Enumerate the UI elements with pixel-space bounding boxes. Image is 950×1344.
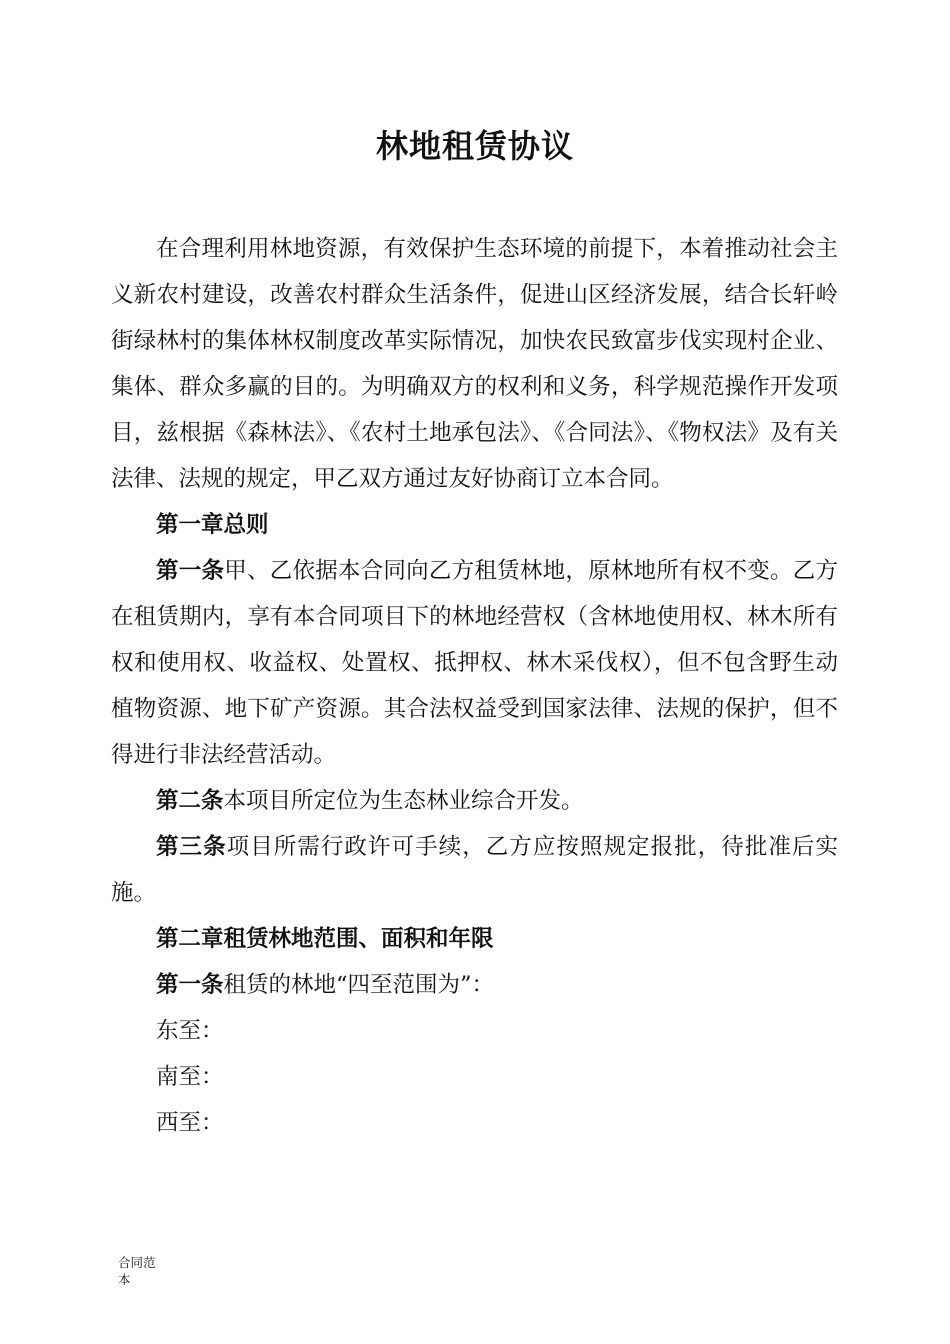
article-text: 甲、乙依据本合同向乙方租赁林地，原林地所有权不变。乙方在租赁期内，享有本合同项目下的林地经营权（含林地使用权、林木所有权和使用权、收益权、处置权、抵押权、林木采伐权），但不包含野生动植物资源、地下矿产资源。其合法权益受到国家法律、法规的保护，但不得进行非法经营活动。	[111, 558, 838, 768]
chapter-1-article-1	[111, 548, 838, 778]
preamble-paragraph: 在合理利用林地资源，有效保护生态环境的前提下，本着推动社会主义新农村建设，改善农村群众生活条件，促进山区经济发展，结合长轩岭街绿林村的集体林权制度改革实际情况，加快农民致富步伐实现村企业、集体、群众多赢的目的。为明确双方的权利和义务，科学规范操作开发项目，兹根据《森林法》、《农村土地承包法》、《合同法》、《物权法》及有关法律、法规的规定，甲乙双方通过友好协商订立本合同。	[111, 236, 838, 492]
chapter-1-article-2	[111, 778, 838, 824]
boundary-south: 南至：	[156, 1064, 224, 1090]
boundary-west: 西至：	[156, 1110, 224, 1136]
article-label: 第一条	[156, 558, 225, 584]
document-body	[111, 226, 838, 1146]
article-text: 本项目所定位为生态林业综合开发。	[223, 788, 584, 814]
chapter-2-heading: 第二章租赁林地范围、面积和年限	[156, 926, 494, 952]
article-text: 租赁的林地“四至范围为”：	[223, 972, 495, 998]
footer-note-line-2: 本	[118, 1272, 131, 1287]
chapter-1-heading: 第一章总则	[156, 512, 269, 538]
footer-note-line-1: 合同范	[118, 1255, 156, 1270]
document-title: 林地租赁协议	[375, 127, 574, 165]
chapter-1-article-3	[111, 824, 838, 916]
article-label: 第三条	[156, 834, 227, 860]
footer-note	[118, 1254, 166, 1288]
article-label: 第二条	[156, 788, 224, 814]
article-label: 第一条	[156, 972, 224, 998]
chapter-2-article-1	[111, 962, 838, 1008]
article-text: 项目所需行政许可手续，乙方应按照规定报批，待批准后实施。	[111, 834, 838, 906]
boundary-east: 东至：	[156, 1018, 224, 1044]
